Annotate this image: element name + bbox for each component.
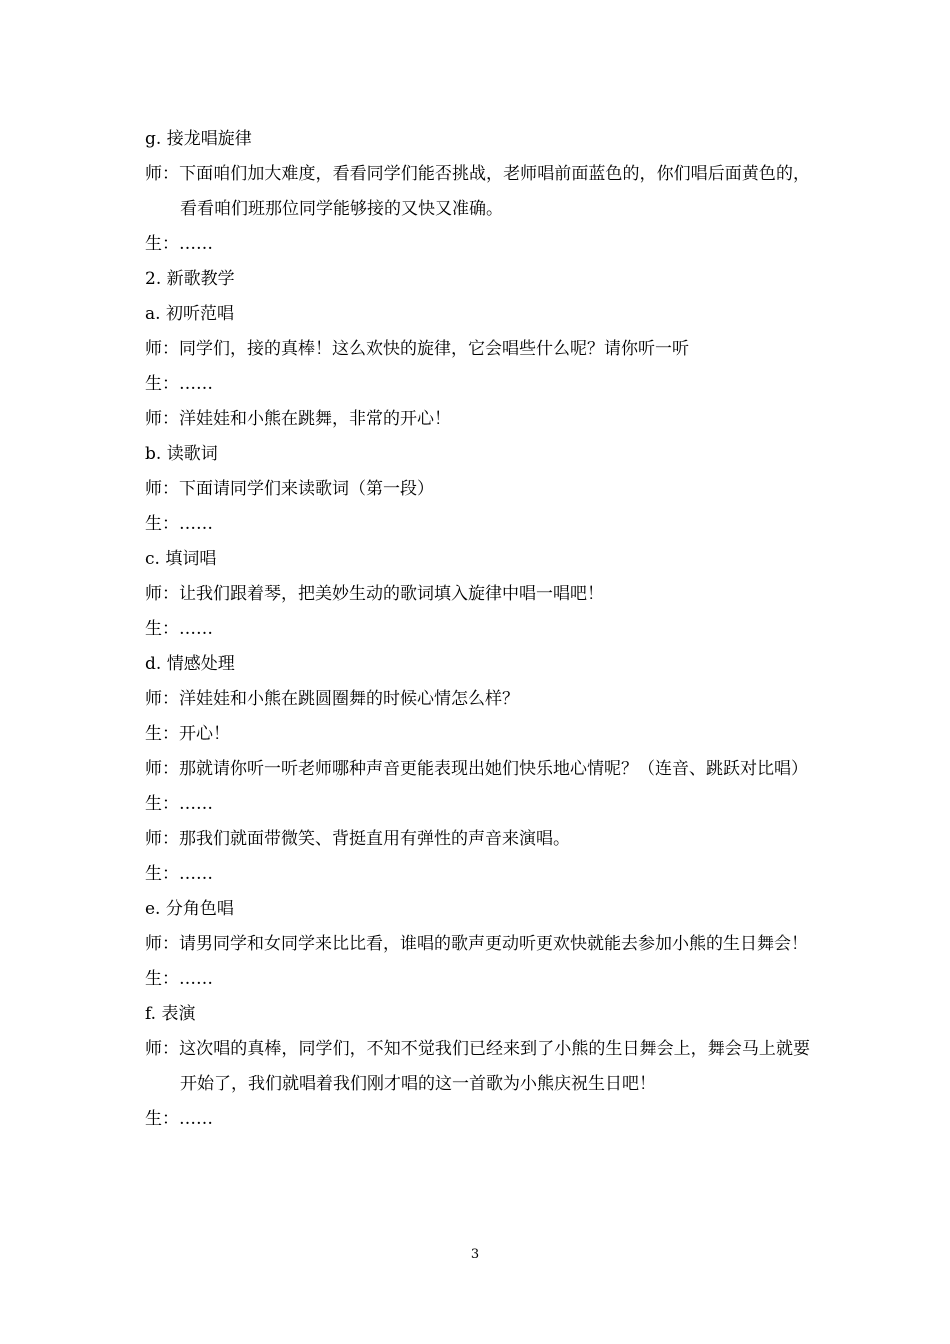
- teacher-line: 师：让我们跟着琴，把美妙生动的歌词填入旋律中唱一唱吧！: [145, 584, 604, 604]
- student-line: 生：……: [145, 794, 213, 814]
- section-heading: b. 读歌词: [145, 444, 218, 464]
- section-heading: 2. 新歌教学: [145, 269, 235, 289]
- teacher-line: 师：洋娃娃和小熊在跳圆圈舞的时候心情怎么样？: [145, 689, 519, 709]
- section-heading: f. 表演: [145, 1004, 196, 1024]
- teacher-line: 师：这次唱的真棒，同学们，不知不觉我们已经来到了小熊的生日舞会上，舞会马上就要开始了，我们就唱着我们刚才唱的这一首歌为小熊庆祝生日吧！: [145, 1039, 810, 1094]
- student-line: 生：……: [145, 864, 213, 884]
- section-heading: d. 情感处理: [145, 654, 235, 674]
- lesson-transcript: [145, 122, 810, 1137]
- teacher-line: 师：下面咱们加大难度，看看同学们能否挑战，老师唱前面蓝色的，你们唱后面黄色的，看看咱们班那位同学能够接的又快又准确。: [145, 164, 810, 219]
- teacher-line: 师：请男同学和女同学来比比看，谁唱的歌声更动听更欢快就能去参加小熊的生日舞会！: [145, 934, 808, 954]
- section-heading: e. 分角色唱: [145, 899, 234, 919]
- teacher-line: 师：同学们，接的真棒！这么欢快的旋律，它会唱些什么呢？请你听一听: [145, 339, 689, 359]
- teacher-line: 师：下面请同学们来读歌词（第一段）: [145, 479, 434, 499]
- student-line: 生：……: [145, 969, 213, 989]
- section-heading: c. 填词唱: [145, 549, 217, 569]
- section-heading: a. 初听范唱: [145, 304, 234, 324]
- page-number: 3: [470, 1247, 480, 1262]
- teacher-line: 师：那就请你听一听老师哪种声音更能表现出她们快乐地心情呢？（连音、跳跃对比唱）: [145, 759, 808, 779]
- student-line: 生：……: [145, 374, 213, 394]
- student-line: 生：……: [145, 514, 213, 534]
- section-heading: g. 接龙唱旋律: [145, 129, 252, 149]
- student-line: 生：……: [145, 1109, 213, 1129]
- student-line: 生：……: [145, 234, 213, 254]
- student-line: 生：开心！: [145, 724, 230, 744]
- student-line: 生：……: [145, 619, 213, 639]
- teacher-line: 师：那我们就面带微笑、背挺直用有弹性的声音来演唱。: [145, 829, 570, 849]
- teacher-line: 师：洋娃娃和小熊在跳舞，非常的开心！: [145, 409, 451, 429]
